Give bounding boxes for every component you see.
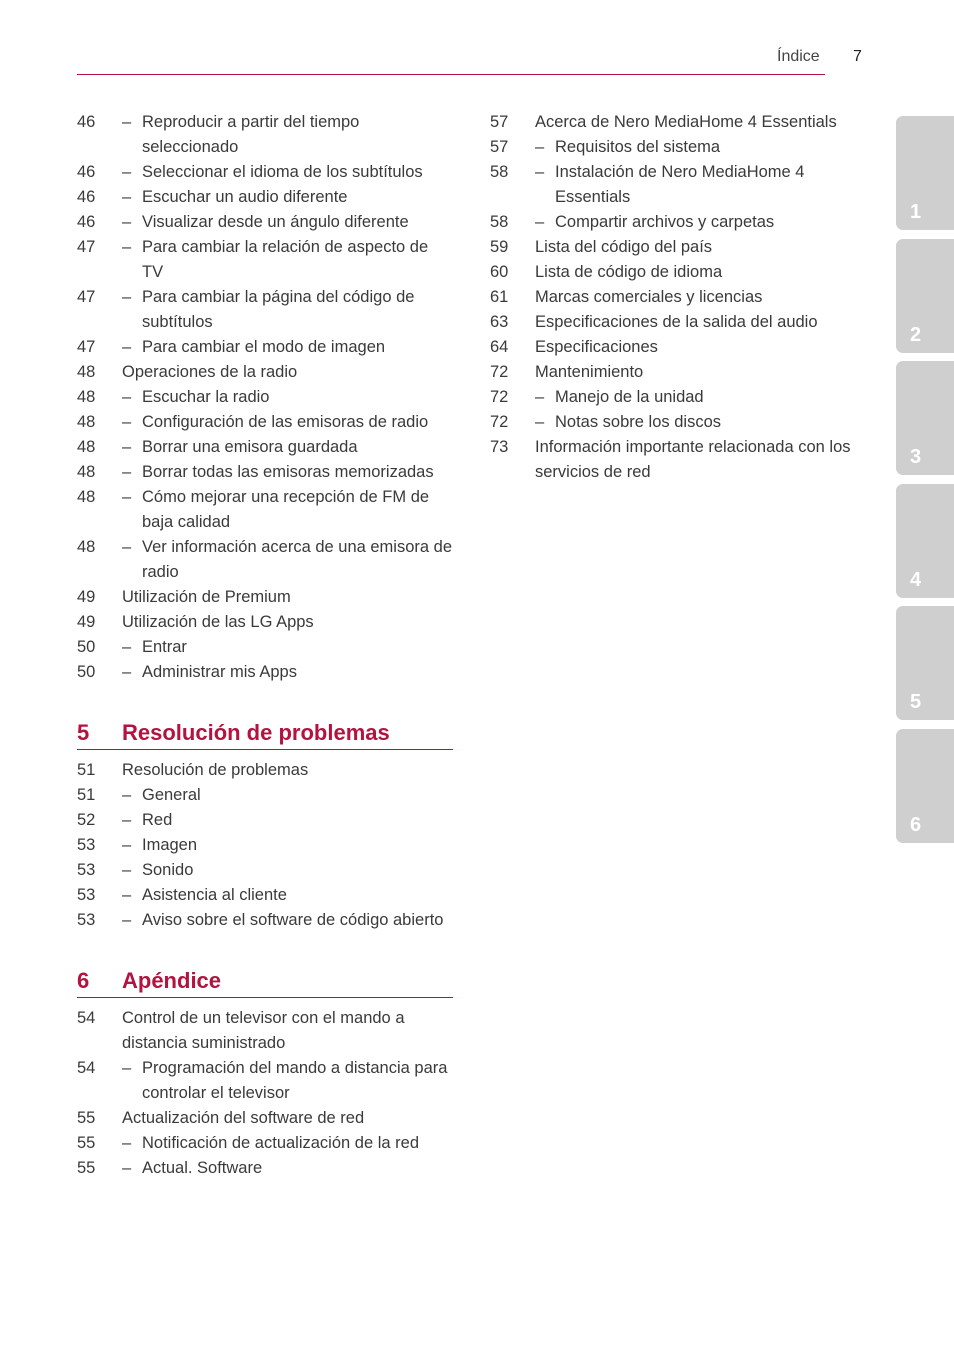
toc-entry-text: – Imagen — [122, 833, 453, 858]
toc-entry-text: – Configuración de las emisoras de radio — [122, 410, 453, 435]
toc-entry[interactable] — [490, 310, 870, 335]
toc-entry-page: 48 — [77, 438, 96, 456]
chapter-tab-label: 2 — [910, 323, 922, 346]
toc-entry-page: 46 — [77, 213, 96, 231]
toc-entry[interactable] — [77, 610, 453, 635]
toc-entry-text: – Borrar todas las emisoras memorizadas — [122, 460, 453, 485]
toc-entry[interactable] — [490, 285, 870, 310]
section-number: 5 — [77, 720, 90, 745]
toc-entry[interactable] — [77, 758, 453, 783]
toc-entry-text: – Reproducir a partir del tiempo seleccionado — [122, 110, 453, 160]
toc-entry[interactable] — [77, 360, 453, 385]
toc-entry[interactable] — [490, 435, 870, 485]
toc-entry-text: Mantenimiento — [535, 363, 644, 381]
toc-entry[interactable] — [77, 285, 453, 335]
toc-entry-text: – Instalación de Nero MediaHome 4 Essentials — [535, 160, 870, 210]
toc-entry[interactable] — [77, 385, 453, 410]
toc-entry[interactable] — [490, 160, 870, 210]
toc-right-column — [490, 110, 870, 485]
toc-entry-page: 60 — [490, 263, 509, 281]
toc-entry-page: 55 — [77, 1109, 96, 1127]
toc-entry-text: – Entrar — [122, 635, 453, 660]
chapter-tab-label: 6 — [910, 813, 922, 836]
toc-entry-text: Control de un televisor con el mando a distancia suministrado — [122, 1009, 405, 1052]
toc-entry-text: – Compartir archivos y carpetas — [535, 210, 870, 235]
toc-entry[interactable] — [490, 110, 870, 135]
toc-entry-text: – Ver información acerca de una emisora de radio — [122, 535, 453, 585]
chapter-tab[interactable] — [896, 361, 954, 475]
toc-entry-page: 46 — [77, 113, 96, 131]
toc-entry-page: 54 — [77, 1059, 96, 1077]
chapter-tab-label: 5 — [910, 691, 922, 713]
toc-entry[interactable] — [490, 410, 870, 435]
toc-entry-text: – Escuchar la radio — [122, 385, 453, 410]
toc-entry-page: 47 — [77, 288, 96, 306]
chapter-tab[interactable] — [896, 484, 954, 598]
toc-entry-page: 58 — [490, 163, 509, 181]
toc-entry[interactable] — [77, 908, 453, 933]
toc-entry-text: – Visualizar desde un ángulo diferente — [122, 210, 453, 235]
chapter-tab[interactable] — [896, 729, 954, 843]
toc-entry-text: Actualización del software de red — [122, 1109, 365, 1127]
toc-entry-page: 73 — [490, 438, 509, 456]
toc-entry-text: – Red — [122, 808, 453, 833]
toc-entry[interactable] — [490, 385, 870, 410]
toc-entry[interactable] — [490, 210, 870, 235]
toc-entry[interactable] — [77, 833, 453, 858]
toc-entry-page: 55 — [77, 1159, 96, 1177]
toc-entry[interactable] — [77, 235, 453, 285]
toc-entry[interactable] — [77, 783, 453, 808]
toc-entry[interactable] — [77, 1131, 453, 1156]
toc-entry[interactable] — [77, 858, 453, 883]
toc-entry-text: – Actual. Software — [122, 1156, 453, 1181]
toc-entry[interactable] — [77, 160, 453, 185]
toc-entry-text: – Requisitos del sistema — [535, 135, 870, 160]
toc-entry-page: 63 — [490, 313, 509, 331]
toc-entry-text: – Notas sobre los discos — [535, 410, 870, 435]
toc-entry[interactable] — [490, 360, 870, 385]
toc-entry-page: 53 — [77, 861, 96, 879]
section-heading — [77, 720, 453, 750]
toc-entry-text: Marcas comerciales y licencias — [535, 288, 763, 306]
toc-entry-page: 48 — [77, 488, 96, 506]
toc-entry-page: 72 — [490, 363, 509, 381]
toc-entry-page: 50 — [77, 638, 96, 656]
toc-entry-page: 64 — [490, 338, 509, 356]
toc-entry[interactable] — [77, 435, 453, 460]
toc-entry[interactable] — [77, 185, 453, 210]
toc-entry[interactable] — [77, 210, 453, 235]
toc-entry[interactable] — [77, 535, 453, 585]
toc-entry[interactable] — [77, 883, 453, 908]
toc-entry-page: 46 — [77, 188, 96, 206]
header-rule — [77, 74, 825, 75]
section-number: 6 — [77, 968, 90, 993]
toc-entry[interactable] — [77, 1006, 453, 1056]
toc-entry-text: – Cómo mejorar una recepción de FM de baja calidad — [122, 485, 453, 535]
toc-entry-text: Lista de código de idioma — [535, 263, 723, 281]
toc-entry-text: Lista del código del país — [535, 238, 713, 256]
chapter-tab-label: 4 — [910, 568, 922, 591]
toc-entry-text: Información importante relacionada con los servicios de red — [535, 438, 851, 481]
toc-entry-text: – Para cambiar el modo de imagen — [122, 335, 453, 360]
toc-entry-text: – Para cambiar la página del código de subtítulos — [122, 285, 453, 335]
toc-entry-page: 49 — [77, 588, 96, 606]
section-title: Resolución de problemas — [122, 720, 390, 745]
toc-entry-text: Utilización de Premium — [122, 588, 291, 606]
toc-entry-text: Acerca de Nero MediaHome 4 Essentials — [535, 113, 837, 131]
toc-entry[interactable] — [490, 260, 870, 285]
toc-entry-text: Operaciones de la radio — [122, 363, 298, 381]
toc-entry-page: 48 — [77, 538, 96, 556]
toc-entry-text: – Para cambiar la relación de aspecto de TV — [122, 235, 453, 285]
toc-entry-text: – Borrar una emisora guardada — [122, 435, 453, 460]
toc-entry-page: 49 — [77, 613, 96, 631]
toc-entry[interactable] — [77, 585, 453, 610]
toc-entry-text: – Escuchar un audio diferente — [122, 185, 453, 210]
toc-entry-text: – Seleccionar el idioma de los subtítulos — [122, 160, 453, 185]
toc-entry-text: – Aviso sobre el software de código abierto — [122, 908, 453, 933]
section-title: Apéndice — [122, 968, 222, 993]
toc-entry-page: 51 — [77, 786, 96, 804]
toc-entry-page: 50 — [77, 663, 96, 681]
toc-entry[interactable] — [77, 1156, 453, 1181]
toc-entry-text: – Sonido — [122, 858, 453, 883]
toc-entry[interactable] — [77, 410, 453, 435]
toc-entry-page: 72 — [490, 413, 509, 431]
chapter-tab[interactable] — [896, 239, 954, 353]
toc-entry[interactable] — [77, 635, 453, 660]
toc-entry-page: 61 — [490, 288, 509, 306]
toc-entry-page: 55 — [77, 1134, 96, 1152]
toc-entry-page: 48 — [77, 413, 96, 431]
toc-entry-page: 46 — [77, 163, 96, 181]
toc-entry-page: 59 — [490, 238, 509, 256]
chapter-tab[interactable] — [896, 606, 954, 720]
toc-entry-text: – Administrar mis Apps — [122, 660, 453, 685]
toc-entry-page: 53 — [77, 836, 96, 854]
toc-entry-page: 47 — [77, 338, 96, 356]
toc-entry[interactable] — [77, 460, 453, 485]
toc-entry-page: 48 — [77, 388, 96, 406]
toc-entry[interactable] — [490, 135, 870, 160]
toc-entry-page: 57 — [490, 138, 509, 156]
toc-entry-page: 53 — [77, 911, 96, 929]
toc-entry-text: Utilización de las LG Apps — [122, 613, 314, 631]
toc-entry-text: – Notificación de actualización de la red — [122, 1131, 453, 1156]
toc-entry[interactable] — [77, 808, 453, 833]
toc-entry-page: 54 — [77, 1009, 96, 1027]
header-title: Índice — [777, 48, 820, 65]
toc-entry[interactable] — [490, 335, 870, 360]
toc-entry[interactable] — [77, 660, 453, 685]
page-number: 7 — [853, 48, 862, 65]
toc-entry-page: 48 — [77, 363, 96, 381]
toc-entry-text: – Programación del mando a distancia para controlar el televisor — [122, 1056, 453, 1106]
section-heading — [77, 968, 453, 998]
toc-entry-text: – Manejo de la unidad — [535, 385, 870, 410]
toc-left-column — [77, 110, 453, 1181]
toc-entry-text: Especificaciones — [535, 338, 658, 356]
toc-entry-page: 53 — [77, 886, 96, 904]
toc-entry-text: Resolución de problemas — [122, 761, 309, 779]
toc-entry-page: 57 — [490, 113, 509, 131]
toc-entry-text: – Asistencia al cliente — [122, 883, 453, 908]
toc-entry[interactable] — [77, 485, 453, 535]
toc-entry-page: 72 — [490, 388, 509, 406]
toc-entry-page: 47 — [77, 238, 96, 256]
toc-entry[interactable] — [490, 235, 870, 260]
toc-entry-page: 51 — [77, 761, 96, 779]
toc-entry-page: 48 — [77, 463, 96, 481]
toc-entry-text: Especificaciones de la salida del audio — [535, 313, 818, 331]
toc-entry[interactable] — [77, 110, 453, 160]
toc-entry-page: 58 — [490, 213, 509, 231]
chapter-tab[interactable] — [896, 116, 954, 230]
toc-entry[interactable] — [77, 335, 453, 360]
chapter-tab-label: 3 — [910, 446, 922, 468]
toc-entry[interactable] — [77, 1106, 453, 1131]
toc-entry-text: – General — [122, 783, 453, 808]
toc-entry[interactable] — [77, 1056, 453, 1106]
toc-entry-page: 52 — [77, 811, 96, 829]
chapter-tab-label: 1 — [910, 201, 922, 223]
